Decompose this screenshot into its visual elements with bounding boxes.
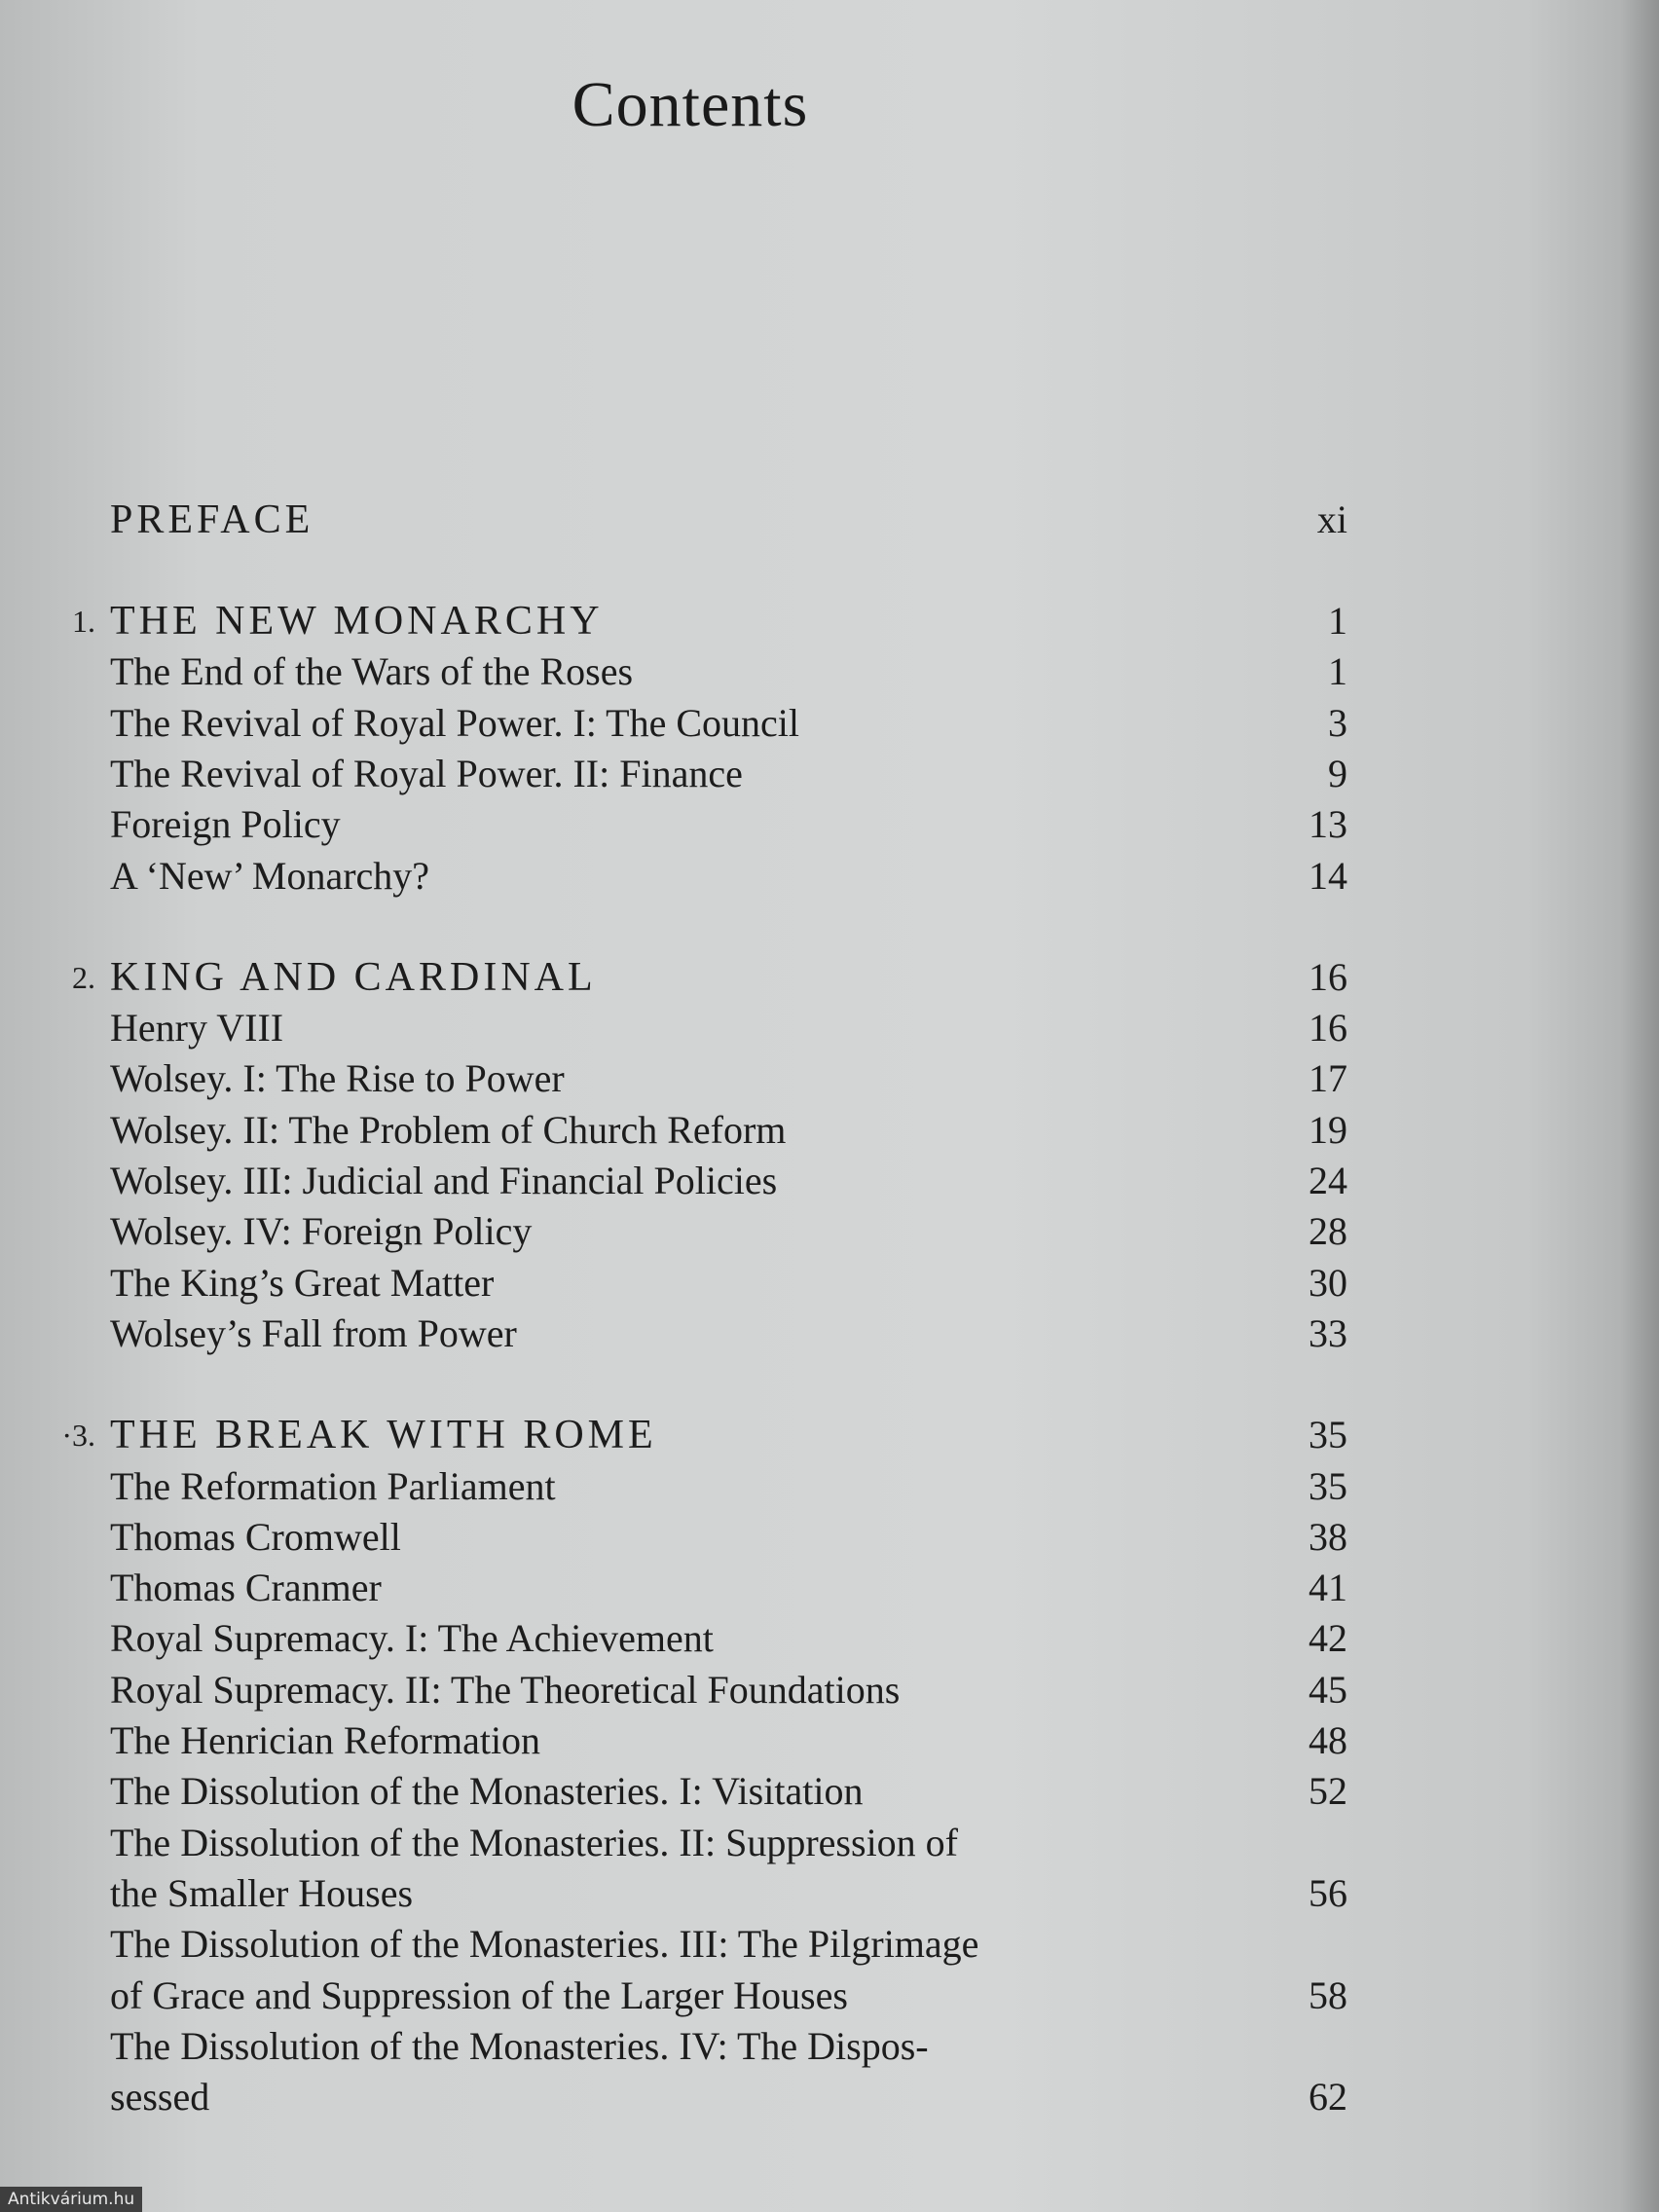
toc-entry-page: 35 — [1309, 1463, 1347, 1508]
toc-entry-text: The End of the Wars of the Roses — [110, 649, 634, 694]
chapter-page: 16 — [1309, 954, 1347, 999]
toc-entry-text: The Henrician Reformation — [110, 1718, 541, 1762]
toc-entry — [0, 1766, 1659, 1817]
toc-entry-line — [0, 2072, 1659, 2122]
toc-entry-page: 58 — [1309, 1972, 1347, 2017]
chapter-heading-row — [0, 596, 1659, 646]
toc-entry-page: 42 — [1309, 1616, 1347, 1661]
toc-entry-page: 24 — [1309, 1159, 1347, 1202]
toc-entry-text: Thomas Cranmer — [110, 1566, 382, 1610]
toc-entry-line — [0, 1868, 1659, 1919]
toc-entry — [0, 1258, 1659, 1309]
chapter-number: 2. — [72, 959, 95, 995]
toc-entry-text: Royal Supremacy. II: The Theoretical Foundations — [110, 1667, 901, 1712]
toc-entry-line — [0, 2021, 1659, 2072]
toc-entry — [0, 1053, 1659, 1104]
toc-entry-text: Wolsey. I: The Rise to Power — [110, 1056, 565, 1101]
toc-entry-page: 19 — [1309, 1107, 1347, 1152]
toc-entry-text: Henry VIII — [110, 1006, 284, 1051]
toc-entry-line — [0, 1971, 1659, 2021]
toc-entry-text: Wolsey. II: The Problem of Church Reform — [110, 1107, 787, 1152]
toc-entry-page: 1 — [1328, 649, 1347, 694]
chapter-heading-row — [0, 952, 1659, 1003]
toc-entry-page: 38 — [1309, 1514, 1347, 1559]
toc-entry — [0, 1206, 1659, 1257]
toc-entry-text: The Dissolution of the Monasteries. II: Suppression of — [110, 1820, 958, 1864]
toc-entry-text: The Dissolution of the Monasteries. IV: The Dispos- — [110, 2023, 929, 2068]
toc-entry — [0, 851, 1659, 902]
chapter-title: THE NEW MONARCHY — [110, 599, 604, 644]
toc-entry-page: 30 — [1309, 1260, 1347, 1305]
toc-entry-line — [0, 1919, 1659, 1970]
toc-entry-text: Wolsey. IV: Foreign Policy — [110, 1209, 533, 1254]
chapter-page: 35 — [1309, 1413, 1347, 1457]
toc-entry-text: The Revival of Royal Power. I: The Council — [110, 700, 800, 745]
toc-entry-text: The King’s Great Matter — [110, 1260, 495, 1305]
toc-entry — [0, 1613, 1659, 1664]
toc-entry — [0, 1105, 1659, 1156]
page-title: Contents — [571, 69, 809, 140]
toc-entry-page: 13 — [1309, 802, 1347, 847]
toc-entry-text: of Grace and Suppression of the Larger Houses — [110, 1972, 848, 2017]
chapter-page: 1 — [1328, 599, 1347, 643]
toc-entry-page: 62 — [1309, 2075, 1347, 2120]
toc-entry-page: 3 — [1328, 700, 1347, 745]
toc-entry-text: Wolsey’s Fall from Power — [110, 1310, 517, 1355]
chapter-title: THE BREAK WITH ROME — [110, 1413, 657, 1458]
toc-entry-text: The Revival of Royal Power. II: Finance — [110, 751, 743, 795]
chapter-heading-row — [0, 1410, 1659, 1460]
chapter-number: 1. — [72, 604, 95, 639]
preface-label: PREFACE — [110, 498, 314, 542]
toc-entry-text: sessed — [110, 2075, 210, 2120]
toc-entry-page: 48 — [1309, 1718, 1347, 1762]
toc-entry-page: 28 — [1309, 1209, 1347, 1254]
toc-entry-text: The Dissolution of the Monasteries. I: Visitation — [110, 1769, 864, 1814]
toc-entry — [0, 1512, 1659, 1563]
toc-entry-text: Thomas Cromwell — [110, 1514, 401, 1559]
toc-entry-page: 33 — [1309, 1310, 1347, 1355]
toc-entry-page: 45 — [1309, 1667, 1347, 1712]
chapter-title: KING AND CARDINAL — [110, 954, 597, 1000]
toc-entry-page: 52 — [1309, 1769, 1347, 1814]
toc-entry — [0, 1003, 1659, 1053]
toc-entry-text: The Reformation Parliament — [110, 1463, 556, 1508]
toc-entry-text: Royal Supremacy. I: The Achievement — [110, 1616, 714, 1661]
toc-entry-page: 9 — [1328, 751, 1347, 795]
toc-entry — [0, 1715, 1659, 1766]
toc-entry-text: The Dissolution of the Monasteries. III: The Pilgrimage — [110, 1922, 979, 1967]
toc-entry-line — [0, 1818, 1659, 1868]
toc-entry-text: Wolsey. III: Judicial and Financial Policies — [110, 1159, 778, 1202]
toc-entry — [0, 1665, 1659, 1715]
toc-entry — [0, 646, 1659, 697]
toc-entry-page: 17 — [1309, 1056, 1347, 1101]
toc-entry — [0, 799, 1659, 850]
preface-page: xi — [1316, 498, 1347, 541]
watermark: Antikvárium.hu — [0, 2187, 142, 2212]
toc-entry-text: Foreign Policy — [110, 802, 341, 847]
preface-row — [0, 495, 1659, 545]
toc-entry-page: 56 — [1309, 1870, 1347, 1915]
toc-entry-text: A ‘New’ Monarchy? — [110, 853, 430, 898]
toc-entry-text: the Smaller Houses — [110, 1870, 414, 1915]
toc-entry — [0, 749, 1659, 799]
toc-entry-page: 41 — [1309, 1566, 1347, 1610]
toc-entry-page: 14 — [1309, 853, 1347, 898]
toc-entry — [0, 1156, 1659, 1206]
toc-entry — [0, 1563, 1659, 1613]
toc-entry — [0, 1309, 1659, 1359]
toc-entry — [0, 1461, 1659, 1512]
toc-entry — [0, 698, 1659, 749]
chapter-number: ·3. — [61, 1418, 95, 1454]
toc-entry-page: 16 — [1309, 1006, 1347, 1051]
